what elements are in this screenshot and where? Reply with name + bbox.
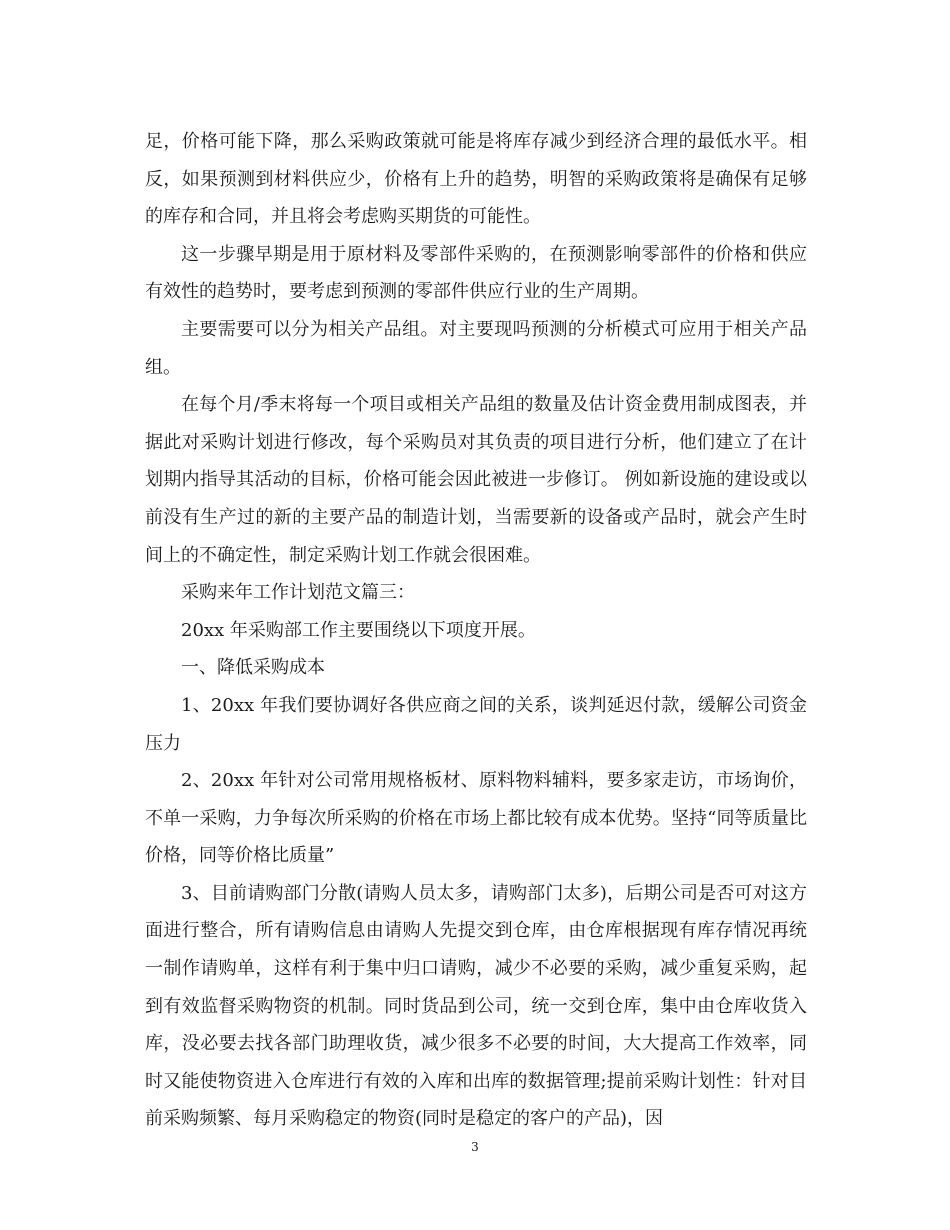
paragraph-3: 主要需要可以分为相关产品组。对主要现吗预测的分析模式可应用于相关产品组。 (145, 318, 807, 378)
list-item-2: 2、20xx 年针对公司常用规格板材、原料物料辅料，要多家走访，市场询价，不单一采购，力争每次所采购的价格在市场上都比较有成本优势。坚持“同等质量比价格，同等价格比质量” (145, 770, 807, 867)
body-text (145, 123, 807, 1138)
section-heading: 采购来年工作计划范文篇三： (181, 582, 415, 604)
paragraph-4: 在每个月/季末将每一个项目或相关产品组的数量及估计资金费用制成图表，并据此对采购计划进行修改，每个采购员对其负责的项目进行分析，他们建立了在计划期内指导其活动的目标，价格可能会因此被进一步修订。 例如新设施的建设或以前没有生产过的新的主要产品的制造计划，当需要新的设备或产品时，就会产生时间上的不确定性，制定采购计划工作就会很困难。 (145, 394, 807, 566)
subheading-1: 一、降低采购成本 (181, 657, 325, 679)
paragraph-2: 这一步骤早期是用于原材料及零部件采购的，在预测影响零部件的价格和供应有效性的趋势时，要考虑到预测的零部件供应行业的生产周期。 (145, 243, 807, 303)
list-item-1: 1、20xx 年我们要协调好各供应商之间的关系，谈判延迟付款，缓解公司资金压力 (145, 694, 807, 754)
page-number: 3 (471, 1140, 479, 1154)
list-item-3: 3、目前请购部门分散(请购人员太多，请购部门太多)，后期公司是否可对这方面进行整合，所有请购信息由请购人先提交到仓库，由仓库根据现有库存情况再统一制作请购单，这样有利于集中归口请购，减少不必要的采购，减少重复采购，起到有效监督采购物资的机制。同时货品到公司，统一交到仓库，集中由仓库收货入库，没必要去找各部门助理收货，减少很多不必要的时间，大大提高工作效率，同时又能使物资进入仓库进行有效的入库和出库的数据管理;提前采购计划性：针对目前采购频繁、每月采购稳定的物资(同时是稳定的客户的产品)，因 (145, 882, 807, 1130)
paragraph-1: 足，价格可能下降，那么采购政策就可能是将库存减少到经济合理的最低水平。相反，如果预测到材料供应少，价格有上升的趋势，明智的采购政策将是确保有足够的库存和合同，并且将会考虑购买期货的可能性。 (145, 131, 807, 228)
paragraph-6: 20xx 年采购部工作主要围绕以下项度开展。 (181, 619, 536, 641)
